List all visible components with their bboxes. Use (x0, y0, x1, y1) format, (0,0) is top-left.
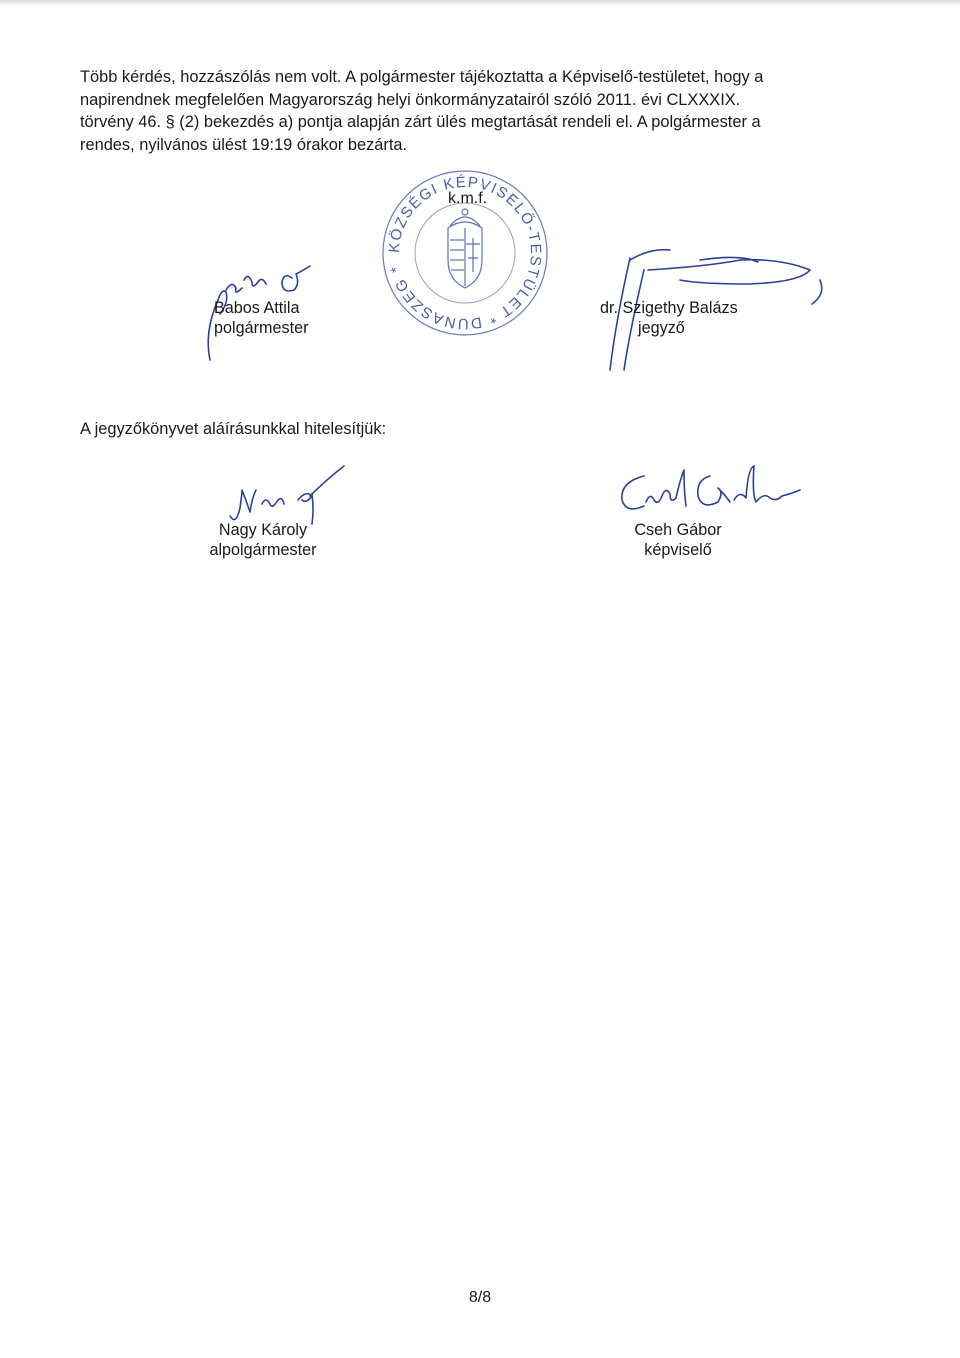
paragraph-line: Több kérdés, hozzászólás nem volt. A polgármester tájékoztatta a Képviselő-testületet, hogy a (80, 68, 764, 86)
mayor-signature-block (214, 298, 308, 338)
deputy-title: alpolgármester (209, 541, 317, 559)
coat-of-arms-icon (448, 209, 482, 288)
mayor-title: polgármester (214, 319, 309, 337)
notary-name: dr. Szigethy Balázs (600, 299, 738, 317)
deputy-name: Nagy Károly (218, 521, 308, 539)
representative-signature-block (620, 520, 736, 560)
notary-title: jegyző (638, 319, 685, 337)
kmf-label: k.m.f. (448, 190, 488, 207)
svg-text:KÖZSÉGI KÉPVISELŐ-TESTÜLET * D: KÖZSÉGI KÉPVISELŐ-TESTÜLET * DUNASZEG * (385, 173, 545, 333)
notary-signature-block (600, 298, 738, 338)
page-number: 8/8 (468, 1289, 492, 1306)
scan-edge-shading (0, 0, 960, 6)
attestation-text: A jegyzőkönyvet aláírásunkkal hitelesítjük: (80, 420, 387, 438)
paragraph-line: rendes, nyilvános ülést 19:19 órakor bezárta. (80, 135, 408, 154)
paragraph-line: napirendnek megfelelően Magyarország helyi önkormányzatairól szóló 2011. évi CLXXXIX. (80, 90, 741, 109)
mayor-name: Babos Attila (214, 299, 300, 317)
closing-paragraph (80, 66, 890, 156)
deputy-signature-block (198, 520, 328, 560)
representative-title: képviselő (644, 541, 712, 559)
paragraph-line: törvény 46. § (2) bekezdés a) pontja alapján zárt ülés megtartását rendeli el. A polgármester a (80, 113, 761, 131)
representative-name: Cseh Gábor (634, 521, 722, 539)
representative-signature (614, 462, 804, 524)
